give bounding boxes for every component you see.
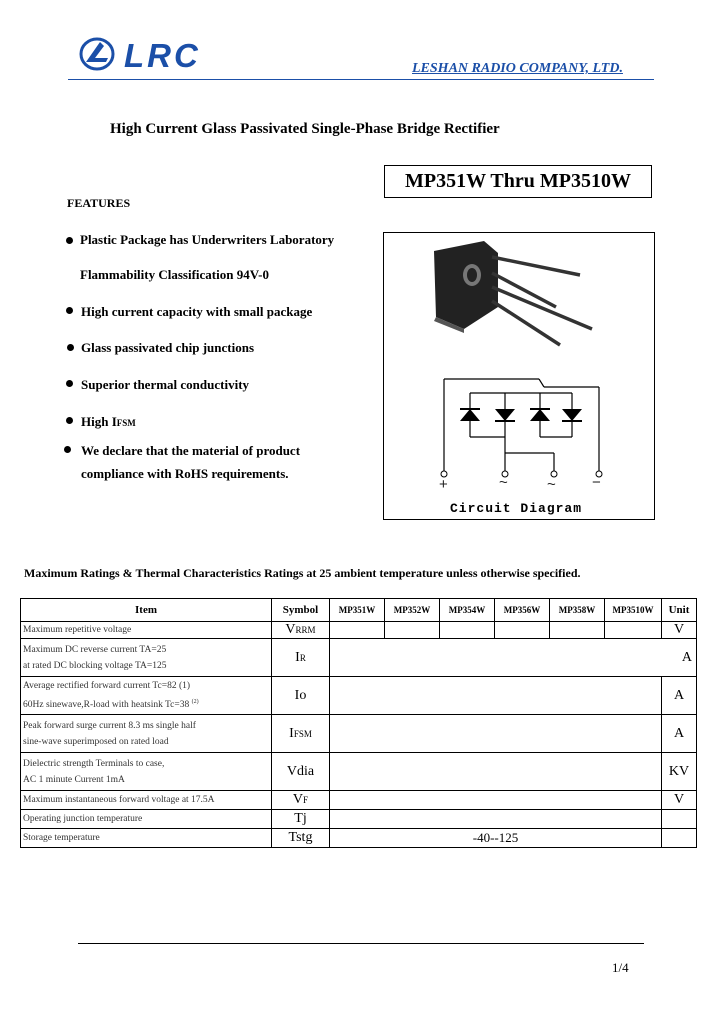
- column-header: MP358W: [550, 599, 605, 622]
- item-cell: Dielectric strength Terminals to case, AC 1 minute Current 1mA: [21, 753, 272, 791]
- unit-cell: A: [662, 677, 697, 715]
- table-row: [21, 829, 697, 848]
- unit-cell: [662, 810, 697, 829]
- column-header: MP354W: [440, 599, 495, 622]
- item-cell: Maximum DC reverse current TA=25 at rated DC blocking voltage TA=125: [21, 639, 272, 677]
- column-header: Symbol: [272, 599, 330, 622]
- symbol-cell: Vdia: [272, 753, 330, 791]
- bullet-icon: [66, 380, 73, 387]
- item-cell: Operating junction temperature: [21, 810, 272, 829]
- symbol-cell: VRRM: [272, 622, 330, 639]
- symbol-cell: Tj: [272, 810, 330, 829]
- bullet-icon: [67, 344, 74, 351]
- symbol-cell: Tstg: [272, 829, 330, 848]
- column-header: MP356W: [495, 599, 550, 622]
- unit-cell: V: [662, 791, 697, 810]
- item-cell: Storage temperature: [21, 829, 272, 848]
- pin-label-ac: ~: [499, 474, 508, 491]
- pin-label-negative: −: [592, 474, 601, 491]
- symbol-cell: IFSM: [272, 715, 330, 753]
- unit-cell: KV: [662, 753, 697, 791]
- features-heading: FEATURES: [67, 196, 131, 210]
- unit-cell: A: [330, 639, 697, 677]
- unit-cell: [662, 829, 697, 848]
- page-number: 1/4: [612, 960, 629, 975]
- table-row: [21, 810, 697, 829]
- value-cell: -40--125: [330, 829, 662, 848]
- bullet-icon: [66, 307, 73, 314]
- package-illustration: [384, 233, 654, 519]
- item-cell: Maximum instantaneous forward voltage at 17.5A: [21, 791, 272, 810]
- column-header: Item: [21, 599, 272, 622]
- table-header-row: [21, 599, 697, 622]
- header-divider: [68, 79, 654, 80]
- symbol-cell: VF: [272, 791, 330, 810]
- unit-cell: A: [662, 715, 697, 753]
- feature-item: High current capacity with small package: [81, 304, 313, 319]
- pin-label-ac: ~: [547, 476, 556, 493]
- ratings-table: [20, 598, 697, 848]
- column-header: MP3510W: [605, 599, 662, 622]
- column-header: MP351W: [330, 599, 385, 622]
- table-row: [21, 715, 697, 753]
- feature-item: We declare that the material of product: [81, 443, 301, 458]
- item-cell: Maximum repetitive voltage: [21, 622, 272, 639]
- table-row: [21, 677, 697, 715]
- company-name: LESHAN RADIO COMPANY, LTD.: [412, 61, 623, 76]
- package-and-circuit-box: [383, 232, 655, 520]
- symbol-cell: IR: [272, 639, 330, 677]
- pin-label-positive: +: [439, 476, 448, 493]
- bullet-icon: [66, 417, 73, 424]
- unit-cell: V: [662, 622, 697, 639]
- table-row: [21, 622, 697, 639]
- bullet-icon: [66, 237, 73, 244]
- logo-text: LRC: [124, 37, 201, 74]
- lrc-logo-icon: [78, 34, 120, 74]
- table-row: [21, 639, 697, 677]
- circuit-diagram-label: Circuit Diagram: [450, 501, 583, 516]
- item-cell: Average rectified forward current Tc=82 (1) 60Hz sinewave,R-load with heatsink Tc=38 $^{(2)}$: [21, 677, 272, 715]
- item-cell: Peak forward surge current 8.3 ms single half sine-wave superimposed on rated load: [21, 715, 272, 753]
- table-row: [21, 791, 697, 810]
- feature-item: Superior thermal conductivity: [81, 377, 250, 392]
- column-header: Unit: [662, 599, 697, 622]
- ratings-title: Maximum Ratings & Thermal Characteristics Ratings at 25 ambient temperature unless otherwise specified.: [24, 566, 581, 580]
- feature-item: High IFSM: [81, 414, 136, 429]
- document-title: High Current Glass Passivated Single-Phase Bridge Rectifier: [110, 121, 500, 137]
- feature-item-continued: Flammability Classification 94V-0: [80, 267, 269, 282]
- footer-divider: [78, 943, 644, 944]
- feature-item-continued: compliance with RoHS requirements.: [81, 466, 289, 481]
- symbol-cell: Io: [272, 677, 330, 715]
- part-number-box: MP351W Thru MP3510W: [384, 165, 652, 198]
- bullet-icon: [64, 446, 71, 453]
- feature-item: Plastic Package has Underwriters Laboratory: [80, 232, 335, 247]
- table-row: [21, 753, 697, 791]
- feature-item: Glass passivated chip junctions: [81, 340, 255, 355]
- column-header: MP352W: [385, 599, 440, 622]
